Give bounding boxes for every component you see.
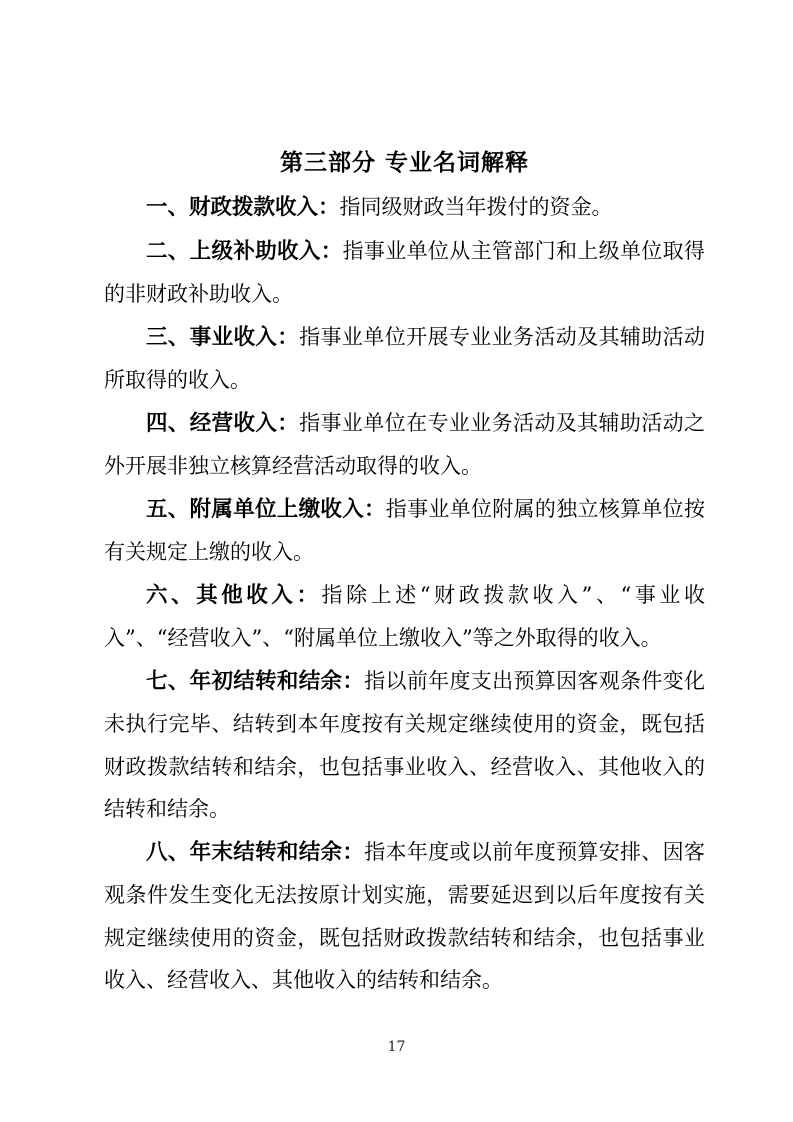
term-definition: 指本年度或以前年度预算安排、因客观条件发生变化无法按原计划实施，需要延迟到以后年度按有关规定继续使用的资金，既包括财政拨款结转和结余，也包括事业收入、经营收入、其他收入的结转和结余。 (104, 839, 705, 992)
term-definition: 指事业单位在专业业务活动及其辅助活动之外开展非独立核算经营活动取得的收入。 (104, 410, 705, 478)
term-label: 六、其他收入： (146, 582, 322, 608)
document-title: 第三部分 专业名词解释 (279, 150, 529, 176)
term-paragraph (104, 402, 705, 488)
term-label: 七、年初结转和结余： (146, 668, 365, 694)
term-label: 三、事业收入： (146, 324, 300, 350)
term-paragraph (104, 831, 705, 1002)
term-definition: 指同级财政当年拨付的资金。 (339, 195, 613, 219)
term-paragraph (104, 230, 705, 316)
term-paragraph (104, 186, 705, 230)
terms-list (104, 186, 705, 1002)
term-label: 二、上级补助收入： (146, 238, 343, 264)
term-paragraph (104, 316, 705, 402)
term-paragraph (104, 488, 705, 574)
term-definition: 指事业单位附属的独立核算单位按有关规定上缴的收入。 (104, 496, 705, 564)
term-definition: 指除上述“财政拨款收入”、“事业收入”、“经营收入”、“附属单位上缴收入”等之外取得的收入。 (104, 582, 705, 650)
term-label: 一、财政拨款收入： (146, 195, 340, 220)
page-footer (0, 1036, 793, 1055)
term-label: 五、附属单位上缴收入： (146, 496, 386, 522)
page-number: 17 (387, 1039, 406, 1055)
term-definition: 指以前年度支出预算因客观条件变化未执行完毕、结转到本年度按有关规定继续使用的资金，既包括财政拨款结转和结余，也包括事业收入、经营收入、其他收入的结转和结余。 (104, 668, 705, 821)
term-paragraph (104, 660, 705, 831)
term-label: 四、经营收入： (146, 410, 300, 436)
term-label: 八、年末结转和结余： (146, 839, 365, 865)
term-definition: 指事业单位开展专业业务活动及其辅助活动所取得的收入。 (104, 324, 705, 392)
term-paragraph (104, 574, 705, 660)
term-definition: 指事业单位从主管部门和上级单位取得的非财政补助收入。 (104, 238, 705, 306)
